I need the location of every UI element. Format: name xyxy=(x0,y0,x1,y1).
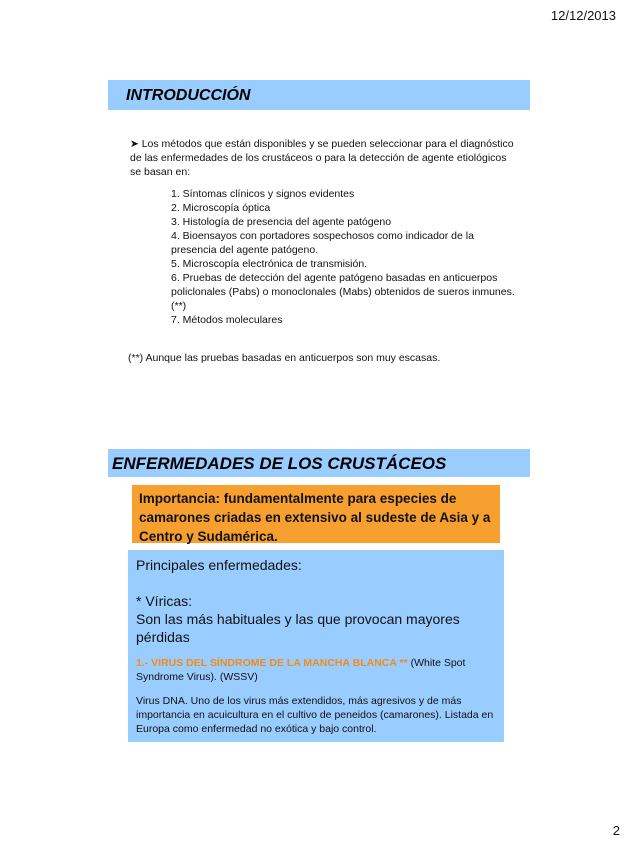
wssv-title: 1.- VIRUS DEL SÍNDROME DE LA MANCHA BLANCA ** xyxy=(136,657,408,669)
list-item: 4. Bioensayos con portadores sospechosos como indicador de la presencia del agente patógeno. xyxy=(171,230,474,256)
viral-description: Son las más habituales y las que provocan mayores pérdidas xyxy=(136,611,460,645)
section-title-bar-introduccion xyxy=(108,80,530,110)
principal-heading: Principales enfermedades: xyxy=(136,557,302,573)
intro-block xyxy=(128,137,520,364)
list-item: 2. Microscopía óptica xyxy=(171,202,271,214)
intro-paragraph: ➤ Los métodos que están disponibles y se pueden seleccionar para el diagnóstico de las enfermedades de los crustáceos o para la detección de agente etiológicos se basan en: xyxy=(130,138,514,178)
viral-label: * Víricas: xyxy=(136,593,193,609)
list-item: 5. Microscopía electrónica de transmisión. xyxy=(171,258,368,270)
list-item: 1. Síntomas clínicos y signos evidentes xyxy=(171,188,355,200)
wssv-subtitle: (White Spot Syndrome Virus). (WSSV) xyxy=(136,657,466,683)
slide-date: 12/12/2013 xyxy=(550,8,616,23)
list-item: 6. Pruebas de detección del agente patógeno basadas en anticuerpos policlonales (Pabs) o monoclonales (Mabs) obtenidos de sueros inmunes. (**) xyxy=(171,272,515,312)
section-title-bar-enfermedades xyxy=(108,449,530,477)
list-item: 7. Métodos moleculares xyxy=(171,314,283,326)
wssv-heading xyxy=(136,656,496,684)
section-title: ENFERMEDADES DE LOS CRUSTÁCEOS xyxy=(112,454,447,473)
page-number: 2 xyxy=(612,823,620,838)
importance-box: Importancia: fundamentalmente para especies de camarones criadas en extensivo al sudeste de Asia y a Centro y Sudamérica. xyxy=(132,485,500,543)
section-title: INTRODUCCIÓN xyxy=(126,87,251,104)
methods-list xyxy=(171,187,520,327)
wssv-description: Virus DNA. Uno de los virus más extendidos, más agresivos y de más importancia en acuicultura en el cultivo de peneidos (camarones). Listada en Europa como enfermedad no exótica y bajo control. xyxy=(136,695,494,735)
diseases-box xyxy=(128,550,504,742)
list-item: 3. Histología de presencia del agente patógeno xyxy=(171,216,392,228)
footnote: (**) Aunque las pruebas basadas en anticuerpos son muy escasas. xyxy=(128,352,441,364)
